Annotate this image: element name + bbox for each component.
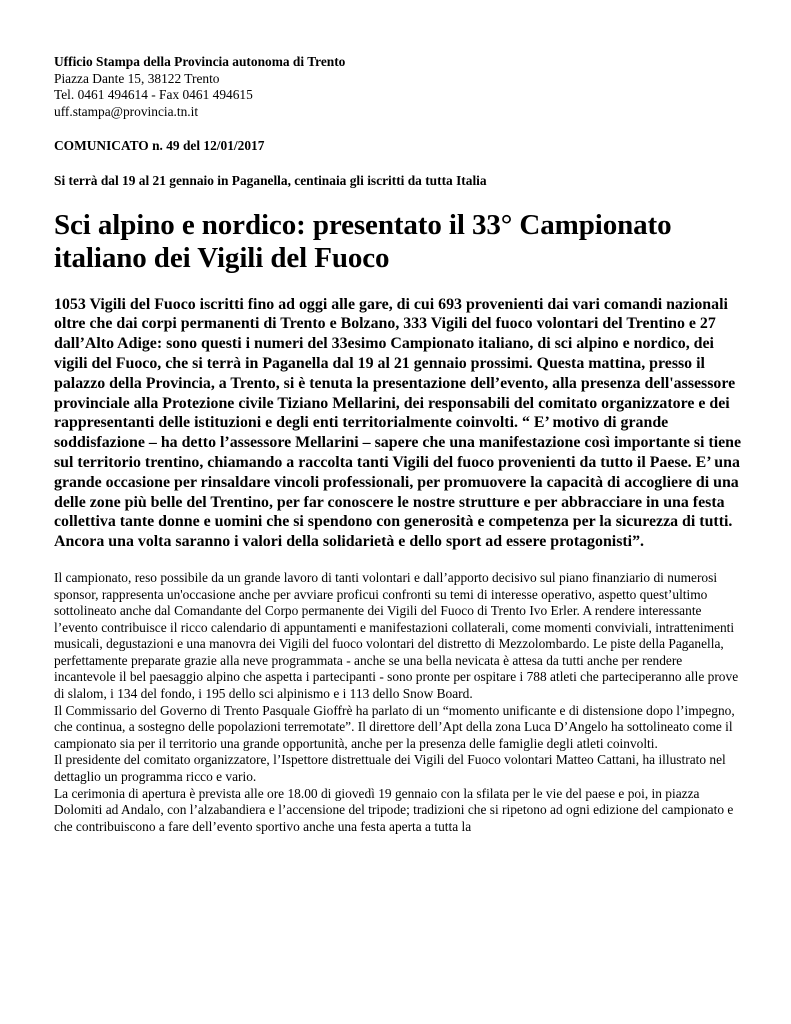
press-office-phone: Tel. 0461 494614 - Fax 0461 494615 <box>54 87 253 103</box>
communique-number: COMUNICATO n. 49 del 12/01/2017 <box>54 138 265 154</box>
press-office-header <box>54 54 740 120</box>
press-office-email: uff.stampa@provincia.tn.it <box>54 103 199 119</box>
lead-paragraph: 1053 Vigili del Fuoco iscritti fino ad oggi alle gare, di cui 693 provenienti dai vari comandi nazionali oltre che dai corpi permanenti di Trento e Bolzano, 333 Vigili del fuoco volontari del Trentino e 27 dall’Alto Adige: sono questi i numeri del 33esimo Campionato italiano, di sci alpino e nordico, dei vigili del Fuoco, che si terrà in Paganella dal 19 al 21 gennaio prossimi. Questa mattina, presso il palazzo della Provincia, a Trento, si è tenuta la presentazione dell’evento, alla presenza dell'assessore provinciale alla Protezione civile Tiziano Mellarini, dei responsabili del comitato organizzatore e dei rappresentanti delle istituzioni e degli enti territorialmente coinvolti. “ E’ motivo di grande soddisfazione – ha detto l’assessore Mellarini – sapere che una manifestazione così importante si tiene sul territorio trentino, chiamando a raccolta tanti Vigili del fuoco provenienti da tutto il Paese. E’ una grande occasione per rinsaldare vincoli professionali, per promuovere la capacità di accogliere di una delle zone più belle del Trentino, per far conoscere le nostre strutture e per abbracciare in una festa collettiva tante donne e uomini che si spendono con generosità e competenza per la sicurezza di tutti. Ancora una volta saranno i valori della solidarietà e dello sport ad essere protagonisti”. <box>54 295 742 551</box>
body-paragraph: La cerimonia di apertura è prevista alle ore 18.00 di giovedì 19 gennaio con la sfilata per le vie del paese e poi, in piazza Dolomiti ad Andalo, con l’alzabandiera e l’accensione del tripode; tradizioni che si ripetono ad ogni edizione del campionato e che contribuiscono a fare dell’evento sportivo anche una festa aperta a tutta la <box>54 785 734 834</box>
press-release-page <box>54 54 740 835</box>
body-paragraph: Il Commissario del Governo di Trento Pasquale Gioffrè ha parlato di un “momento unificante e di distensione dopo l’impegno, che continua, a sostegno delle popolazioni terremotate”. Il direttore dell’Apt della zona Luca D’Angelo ha sottolineato come il campionato sia per il territorio una grande opportunità, anche per la presenza delle famiglie degli atleti coinvolti. <box>54 702 735 751</box>
subtitle: Si terrà dal 19 al 21 gennaio in Paganella, centinaia gli iscritti da tutta Italia <box>54 172 487 188</box>
press-office-address: Piazza Dante 15, 38122 Trento <box>54 70 220 86</box>
body-paragraph: Il presidente del comitato organizzatore, l’Ispettore distrettuale dei Vigili del Fuoco volontari Matteo Cattani, ha illustrato nel dettaglio un programma ricco e vario. <box>54 752 726 785</box>
article-body <box>54 570 744 836</box>
headline: Sci alpino e nordico: presentato il 33° Campionato italiano dei Vigili del Fuoco <box>54 208 672 274</box>
press-office-name: Ufficio Stampa della Provincia autonoma di Trento <box>54 54 346 69</box>
body-paragraph: Il campionato, reso possibile da un grande lavoro di tanti volontari e dall’apporto decisivo sul piano finanziario di numerosi sponsor, rappresenta un'occasione anche per avviare proficui confronti su temi di interesse operativo, aspetto quest’ultimo sottolineato anche dal Comandante del Corpo permanente dei Vigili del Fuoco di Trento Ivo Erler. A rendere interessante l’evento contribuisce il ricco calendario di appuntamenti e manifestazioni collaterali, come momenti conviviali, intrattenimenti musicali, degustazioni e una manovra dei Vigili del fuoco volontari del distretto di Mezzolombardo. Le piste della Paganella, perfettamente preparate grazie alla neve programmata - anche se una bella nevicata è attesa da tutti anche per rendere incantevole il bel paesaggio alpino che aspetta i partecipanti - sono pronte per ospitare i 788 atleti che parteciperanno alle prove di slalom, i 134 del fondo, i 195 dello sci alpinismo e i 113 dello Snow Board. <box>54 569 739 702</box>
